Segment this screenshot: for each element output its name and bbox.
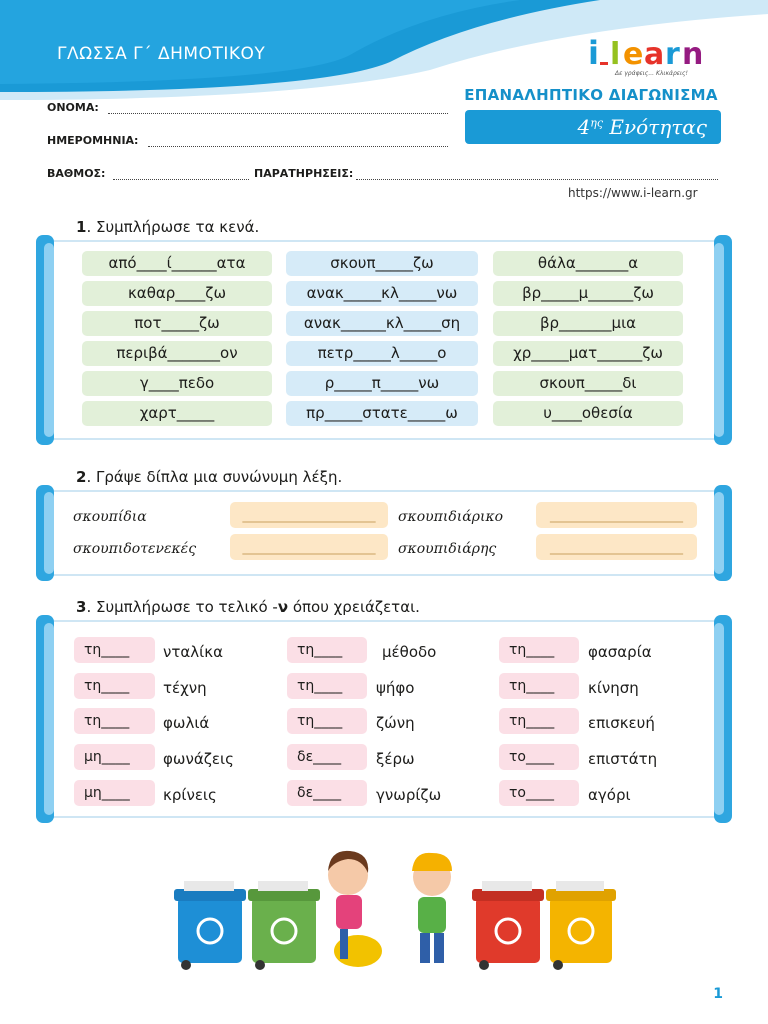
final-n-box[interactable]: τη____ xyxy=(287,708,367,734)
fill-word[interactable]: πετρ_____λ_____ο xyxy=(286,341,478,366)
fill-word[interactable]: χαρτ_____ xyxy=(82,401,272,426)
date-label: ΗΜΕΡΟΜΗΝΙΑ: xyxy=(47,134,139,147)
recycling-bins-illustration xyxy=(170,845,620,973)
ex3-word: φωνάζεις xyxy=(163,750,234,768)
fill-word[interactable]: σκουπ_____δι xyxy=(493,371,683,396)
ex1-title: 1. Συμπλήρωσε τα κενά. xyxy=(76,218,260,236)
ex3-word: κρίνεις xyxy=(163,786,217,804)
svg-text:a: a xyxy=(644,37,665,70)
final-n-box[interactable]: το____ xyxy=(499,744,579,770)
final-n-box[interactable]: μη____ xyxy=(74,780,155,806)
svg-text:n: n xyxy=(682,37,704,70)
red-recycling-bin-icon xyxy=(472,881,544,970)
ex3-word: νταλίκα xyxy=(163,643,223,661)
fill-word[interactable]: ρ_____π_____νω xyxy=(286,371,478,396)
final-n-box[interactable]: τη____ xyxy=(287,637,367,663)
final-n-box[interactable]: τη____ xyxy=(74,673,155,699)
synonym-word: σκουπίδια xyxy=(73,509,147,525)
notes-field[interactable] xyxy=(356,179,718,180)
ex3-word: φασαρία xyxy=(588,643,652,661)
site-url[interactable]: https://www.i-learn.gr xyxy=(568,186,698,200)
ex3-word: επισκευή xyxy=(588,714,655,732)
fill-word[interactable]: γ____πεδο xyxy=(82,371,272,396)
subject-title: ΓΛΩΣΣΑ Γ΄ ΔΗΜΟΤΙΚΟΥ xyxy=(57,44,266,64)
synonym-word: σκουπιδιάρης xyxy=(398,541,497,557)
logo-tagline: Δε γράφεις... Κλικάρεις! xyxy=(615,70,688,77)
synonym-word: σκουπιδοτενεκές xyxy=(73,541,197,557)
green-recycling-bin-icon xyxy=(248,881,320,970)
page-number: 1 xyxy=(713,986,723,1002)
fill-word[interactable]: θάλα_______α xyxy=(493,251,683,276)
unit-banner xyxy=(465,110,721,144)
final-n-box[interactable]: μη____ xyxy=(74,744,155,770)
svg-text:r: r xyxy=(665,37,680,70)
svg-text:l: l xyxy=(610,37,621,70)
ex2-right-bracket-inner xyxy=(714,492,724,574)
synonym-answer-box[interactable]: ___________________ xyxy=(536,534,697,560)
fill-word[interactable]: χρ_____ματ______ζω xyxy=(493,341,683,366)
svg-text:i: i xyxy=(588,36,599,70)
grade-field[interactable] xyxy=(113,179,249,180)
final-n-box[interactable]: τη____ xyxy=(499,673,579,699)
grade-label: ΒΑΘΜΟΣ: xyxy=(47,167,106,180)
ex3-word: τέχνη xyxy=(163,679,207,697)
yellow-recycling-bin-icon xyxy=(546,881,616,970)
girl-character-icon xyxy=(328,851,382,967)
synonym-answer-box[interactable]: ___________________ xyxy=(230,502,388,528)
final-n-box[interactable]: τη____ xyxy=(74,708,155,734)
ex3-word: αγόρι xyxy=(588,786,631,804)
final-n-box[interactable]: τη____ xyxy=(499,637,579,663)
fill-word[interactable]: ανακ______κλ_____ση xyxy=(286,311,478,336)
unit-label: $4^{\eta\varsigma}$ Ενότητας xyxy=(577,115,707,139)
ex3-word: μέθοδο xyxy=(382,643,437,661)
ex3-word: γνωρίζω xyxy=(376,786,442,804)
ex3-word: επιστάτη xyxy=(588,750,658,768)
ex2-title: 2. Γράψε δίπλα μια συνώνυμη λέξη. xyxy=(76,468,343,486)
ex1-column-3 xyxy=(493,251,683,426)
ex3-word: ζώνη xyxy=(376,714,415,732)
fill-word[interactable]: βρ_______μια xyxy=(493,311,683,336)
fill-word[interactable]: από____ί______ατα xyxy=(82,251,272,276)
ex3-title: 3. Συμπλήρωσε το τελικό -ν όπου χρειάζεται. xyxy=(76,598,420,616)
fill-word[interactable]: πρ_____στατε_____ω xyxy=(286,401,478,426)
ex2-left-bracket-inner xyxy=(44,492,54,574)
final-n-box[interactable]: το____ xyxy=(499,780,579,806)
fill-word[interactable]: ανακ_____κλ_____νω xyxy=(286,281,478,306)
fill-word[interactable]: καθαρ____ζω xyxy=(82,281,272,306)
name-field[interactable] xyxy=(108,113,448,114)
ex1-left-bracket-inner xyxy=(44,243,54,437)
fill-word[interactable]: περιβά_______ον xyxy=(82,341,272,366)
synonym-answer-box[interactable]: ___________________ xyxy=(536,502,697,528)
ex3-word: κίνηση xyxy=(588,679,639,697)
boy-character-icon xyxy=(412,853,452,963)
ex3-word: ξέρω xyxy=(376,750,415,768)
fill-word[interactable]: ποτ_____ζω xyxy=(82,311,272,336)
ex1-column-2 xyxy=(286,251,478,426)
ex3-word: ψήφο xyxy=(376,679,415,697)
ex3-word: φωλιά xyxy=(163,714,210,732)
final-n-box[interactable]: τη____ xyxy=(287,673,367,699)
blue-recycling-bin-icon xyxy=(174,881,246,970)
synonym-answer-box[interactable]: ___________________ xyxy=(230,534,388,560)
svg-text:e: e xyxy=(623,37,644,70)
date-field[interactable] xyxy=(148,146,448,147)
name-label: ΟΝΟΜΑ: xyxy=(47,101,99,114)
fill-word[interactable]: σκουπ_____ζω xyxy=(286,251,478,276)
fill-word[interactable]: υ____οθεσία xyxy=(493,401,683,426)
ex3-left-bracket-inner xyxy=(44,623,54,815)
ex1-right-bracket-inner xyxy=(714,243,724,437)
ex3-right-bracket-inner xyxy=(714,623,724,815)
final-n-box[interactable]: τη____ xyxy=(499,708,579,734)
final-n-box[interactable]: τη____ xyxy=(74,637,155,663)
test-title: ΕΠΑΝΑΛΗΠΤΙΚΟ ΔΙΑΓΩΝΙΣΜΑ xyxy=(464,86,718,104)
final-n-box[interactable]: δε____ xyxy=(287,744,367,770)
final-n-box[interactable]: δε____ xyxy=(287,780,367,806)
fill-word[interactable]: βρ_____μ______ζω xyxy=(493,281,683,306)
notes-label: ΠΑΡΑΤΗΡΗΣΕΙΣ: xyxy=(254,167,354,180)
synonym-word: σκουπιδιάρικο xyxy=(398,509,504,525)
ex1-column-1 xyxy=(82,251,272,426)
